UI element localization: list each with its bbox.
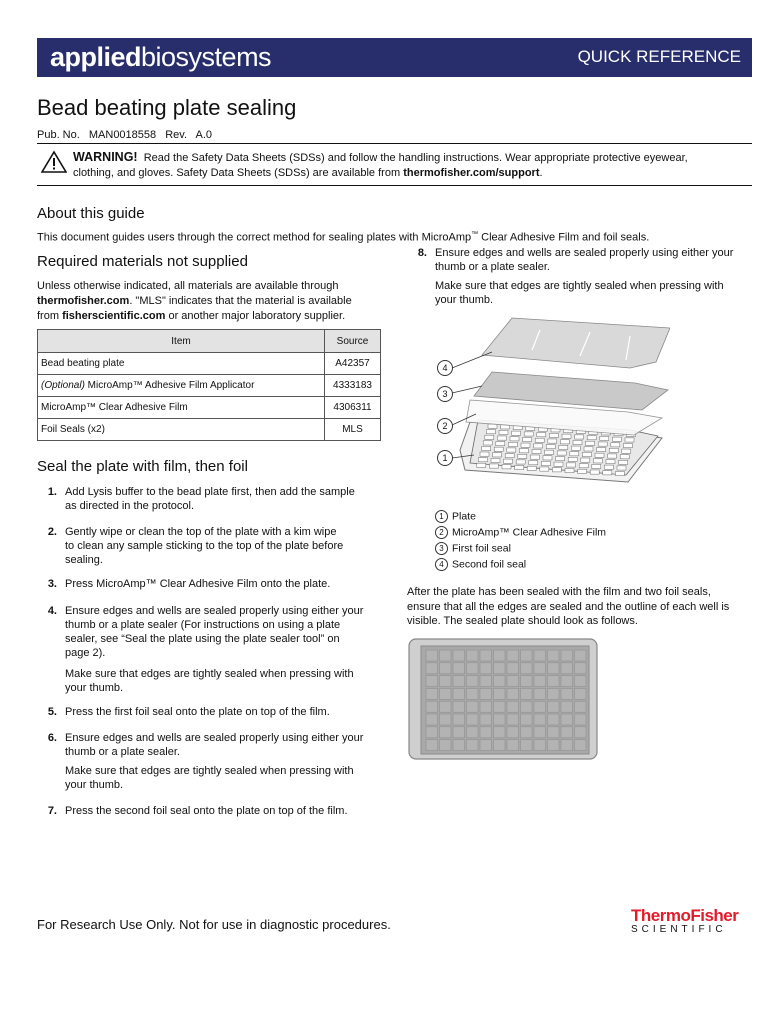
materials-heading: Required materials not supplied bbox=[37, 253, 248, 270]
about-heading: About this guide bbox=[37, 205, 145, 222]
warning-icon bbox=[41, 150, 67, 174]
table-row: Foil Seals (x2) MLS bbox=[38, 419, 381, 441]
second-foil-seal bbox=[482, 318, 670, 368]
footer-disclaimer: For Research Use Only. Not for use in diagnostic procedures. bbox=[37, 917, 391, 932]
brand-logo: appliedbiosystems bbox=[50, 42, 272, 72]
callout-1: 1 bbox=[437, 450, 453, 466]
about-text: This document guides users through the correct method for sealing plates with MicroAmp™ Clear Adhesive Film and foil seals. bbox=[37, 231, 650, 244]
header-banner bbox=[37, 38, 752, 77]
callout-3: 3 bbox=[437, 386, 453, 402]
col-source-header: Source bbox=[325, 330, 381, 353]
table-row: (Optional) MicroAmp™ Adhesive Film Applicator 4333183 bbox=[38, 375, 381, 397]
thermofisher-link[interactable]: thermofisher.com bbox=[37, 295, 130, 307]
seal-heading: Seal the plate with film, then foil bbox=[37, 458, 248, 475]
pub-info: Pub. No. MAN0018558 Rev. A.0 bbox=[37, 129, 212, 141]
legend-item: 1 Plate bbox=[435, 510, 476, 523]
materials-intro: Unless otherwise indicated, all materials are available through thermofisher.com. "MLS" indicates that the material is available from fisherscientific.com or another major laboratory supplier. bbox=[37, 280, 352, 322]
plate-exploded-figure bbox=[430, 310, 670, 490]
fisherscientific-link[interactable]: fisherscientific.com bbox=[62, 310, 166, 322]
table-header-row bbox=[38, 330, 381, 353]
page-title: Bead beating plate sealing bbox=[37, 95, 297, 120]
col-item-header: Item bbox=[38, 330, 325, 353]
materials-table bbox=[37, 329, 381, 441]
warning-box bbox=[37, 143, 752, 186]
after-text: After the plate has been sealed with the film and two foil seals, ensure that all the edges are sealed and the outline of each well is visible. The sealed plate should look as follows. bbox=[407, 586, 730, 627]
callout-2: 2 bbox=[437, 418, 453, 434]
sds-link[interactable]: thermofisher.com/support bbox=[403, 167, 540, 179]
legend-item: 3 First foil seal bbox=[435, 542, 511, 555]
callout-4: 4 bbox=[437, 360, 453, 376]
legend-item: 2 MicroAmp™ Clear Adhesive Film bbox=[435, 526, 606, 539]
legend-item: 4 Second foil seal bbox=[435, 558, 526, 571]
doc-type-label: QUICK REFERENCE bbox=[577, 47, 741, 66]
table-row: Bead beating plate A42357 bbox=[38, 353, 381, 375]
table-row: MicroAmp™ Clear Adhesive Film 4306311 bbox=[38, 397, 381, 419]
sealed-plate-image bbox=[408, 638, 598, 760]
thermofisher-logo: ThermoFisher SCIENTIFIC bbox=[631, 906, 739, 935]
warning-text: WARNING! Read the Safety Data Sheets (SDSs) and follow the handling instructions. Wear appropriate protective eyewear, clothing, and gloves. Safety Data Sheets (SDSs) are available from thermofisher.com/support. bbox=[73, 150, 688, 179]
